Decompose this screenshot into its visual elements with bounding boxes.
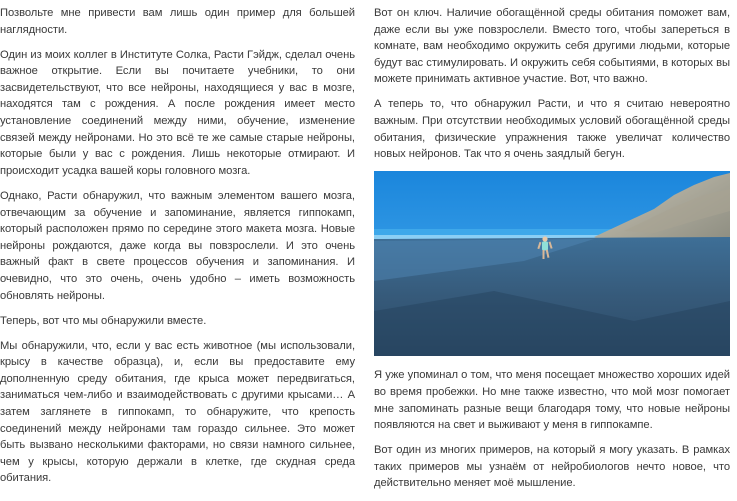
left-column [0,5,355,496]
beach-runner-image [374,171,730,356]
paragraph: Однако, Расти обнаружил, что важным элементом вашего мозга, отвечающим за обучение и запоминание, является гиппокамп, который расположен прямо по середине этого макета мозга. Новые нейроны рождаются, даже когда вы повзрослели. И это очень важный факт в свете процессов обучения и запоминания. И очевидно, что это очень, очень удобно – иметь возможность обновлять нейроны. [0,189,355,302]
paragraph: Мы обнаружили, что, если у вас есть животное (мы использовали, крысу в качестве образца), и, если вы предоставите ему дополненную среду обитания, где крыса может передвигаться, заниматься чем-либо и взаимодействовать с другими крысами… А затем заглянете в гиппокамп, то обнаружите, что крепость соединений между нейронами там гораздо сильнее. Это может быть вызвано несколькими факторами, но связи намного сильнее, чем у крысы, которую держали в клетке, где скудная среда обитания. [0,339,355,485]
paragraph: Позвольте мне привести вам лишь один пример для большей наглядности. [0,7,355,36]
paragraph: Вот он ключ. Наличие обогащённой среды обитания поможет вам, даже если вы уже повзрослели. Вместо того, чтобы запереться в комнате, вам необходимо окружить себя другими людьми, которые будут вас стимулировать. И окружить себя событиями, в которых вы можете принимать активное участие. Вот, что важно. [374,7,730,86]
paragraph: Теперь, вот что мы обнаружили вместе. [0,314,207,327]
paragraph: Я уже упоминал о том, что меня посещает множество хороших идей во время пробежки. Но мне также известно, что мой мозг помогает мне запоминать разные вещи благодаря тому, что новые нейроны появляются на свет и выживают у меня в гиппокампе. [374,369,730,432]
beach-runner-photo [374,171,730,356]
paragraph: Один из моих коллег в Институте Солка, Расти Гэйдж, сделал очень важное открытие. Если вы почитаете учебники, то они засвидетельствуют, что все нейроны, находящиеся у вас в мозге, находятся там с рождения. А после рождения имеет место установление соединений между ними, обучение, изменение связей между нейронами. Но это всё те же самые старые нейроны, которые были у вас с рождения. Лишь некоторые отмирают. И происходит усадка вашей коры головного мозга. [0,48,355,177]
right-column [374,5,730,501]
paragraph: А теперь то, что обнаружил Расти, и что я считаю невероятно важным. При отсутствии необходимых условий обогащённой среды обитания, физические упражнения также увеличат количество новых нейронов. Так что я очень заядлый бегун. [374,98,730,161]
paragraph: Вот один из многих примеров, на который я могу указать. В рамках таких примеров мы узнаём от нейробиологов нечто новое, что действительно меняет моё мышление. [374,444,730,490]
